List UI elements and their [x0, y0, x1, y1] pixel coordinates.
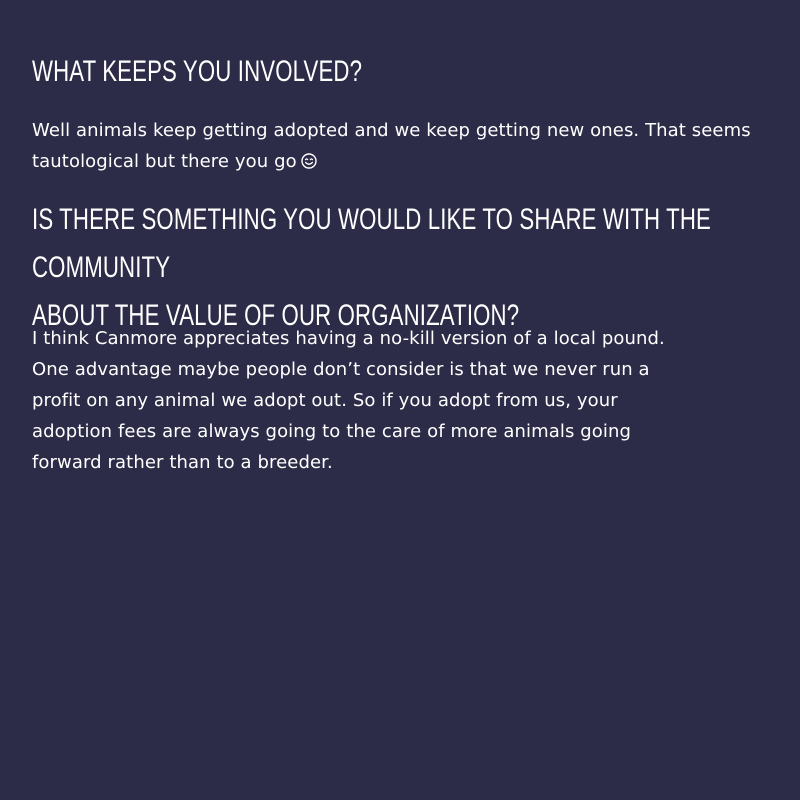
answer-2-line-3: profit on any animal we adopt out. So if you adopt from us, your: [32, 390, 618, 411]
question-heading-2-line-1: IS THERE SOMETHING YOU WOULD LIKE TO SHARE WITH THE COMMUNITY: [32, 203, 712, 284]
answer-2-line-5: forward rather than to a breeder.: [32, 452, 333, 473]
answer-2-line-1: I think Canmore appreciates having a no-kill version of a local pound.: [32, 328, 665, 349]
smiling-face-icon: [301, 153, 317, 169]
qa-content: [32, 48, 772, 478]
answer-2: [32, 323, 772, 478]
answer-1: [32, 115, 772, 177]
answer-1-text: Well animals keep getting adopted and we keep getting new ones. That seems tautological but there you go: [32, 120, 751, 172]
answer-2-line-4: adoption fees are always going to the care of more animals going: [32, 421, 632, 442]
question-heading-2-line-2: ABOUT THE VALUE OF OUR ORGANIZATION?: [32, 299, 520, 332]
answer-2-line-2: One advantage maybe people don’t consider is that we never run a: [32, 359, 650, 380]
question-heading-2: [32, 196, 772, 332]
question-heading-1: WHAT KEEPS YOU INVOLVED?: [32, 55, 363, 88]
